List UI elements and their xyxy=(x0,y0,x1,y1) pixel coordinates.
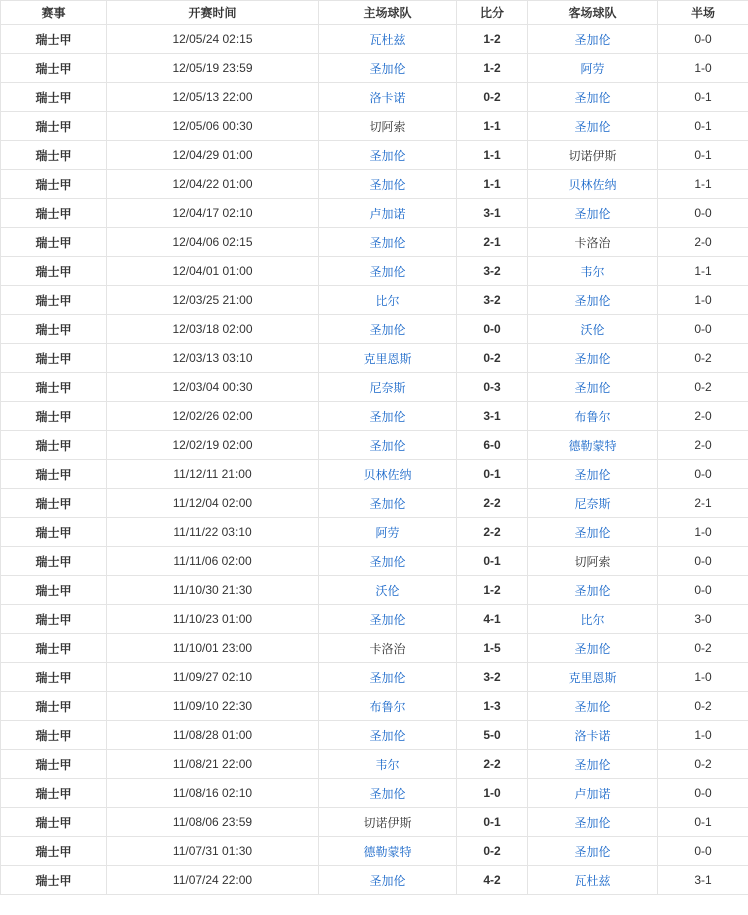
away-team-cell xyxy=(528,750,658,779)
table-row xyxy=(1,721,748,750)
half-time-score-cell: 1-0 xyxy=(658,663,748,692)
score-cell: 6-0 xyxy=(457,431,528,460)
home-team-link[interactable]: 韦尔 xyxy=(375,757,400,772)
home-team-cell xyxy=(319,866,457,895)
away-team-link[interactable]: 洛卡诺 xyxy=(574,728,611,743)
away-team-cell xyxy=(528,257,658,286)
kickoff-time-cell: 12/02/19 02:00 xyxy=(107,431,319,460)
kickoff-time-cell: 11/07/31 01:30 xyxy=(107,837,319,866)
score-cell: 1-5 xyxy=(457,634,528,663)
score-cell: 4-2 xyxy=(457,866,528,895)
home-team-link[interactable]: 圣加伦 xyxy=(369,438,406,453)
away-team-link[interactable]: 沃伦 xyxy=(580,322,605,337)
half-time-score-cell: 0-0 xyxy=(658,547,748,576)
home-team-link: 切诺伊斯 xyxy=(363,815,412,830)
home-team-cell xyxy=(319,170,457,199)
score-cell: 4-1 xyxy=(457,605,528,634)
header-row xyxy=(1,1,748,25)
away-team-link[interactable]: 比尔 xyxy=(580,612,605,627)
table-row xyxy=(1,750,748,779)
table-row xyxy=(1,315,748,344)
league-cell: 瑞士甲 xyxy=(1,750,107,779)
home-team-cell xyxy=(319,460,457,489)
home-team-link[interactable]: 沃伦 xyxy=(375,583,400,598)
half-time-score-cell: 0-2 xyxy=(658,634,748,663)
kickoff-time-cell: 12/05/24 02:15 xyxy=(107,25,319,54)
table-row xyxy=(1,286,748,315)
half-time-score-cell: 1-0 xyxy=(658,54,748,83)
score-cell: 0-1 xyxy=(457,460,528,489)
score-cell: 3-2 xyxy=(457,286,528,315)
score-cell: 0-2 xyxy=(457,83,528,112)
away-team-link[interactable]: 圣加伦 xyxy=(574,90,611,105)
league-cell: 瑞士甲 xyxy=(1,373,107,402)
away-team-link[interactable]: 圣加伦 xyxy=(574,525,611,540)
home-team-cell xyxy=(319,837,457,866)
kickoff-time-cell: 11/11/22 03:10 xyxy=(107,518,319,547)
away-team-link[interactable]: 布鲁尔 xyxy=(574,409,611,424)
away-team-link[interactable]: 圣加伦 xyxy=(574,815,611,830)
kickoff-time-cell: 11/08/21 22:00 xyxy=(107,750,319,779)
score-cell: 0-1 xyxy=(457,547,528,576)
home-team-cell xyxy=(319,808,457,837)
table-row xyxy=(1,54,748,83)
league-cell: 瑞士甲 xyxy=(1,286,107,315)
table-row xyxy=(1,808,748,837)
table-row xyxy=(1,257,748,286)
half-time-score-cell: 1-1 xyxy=(658,170,748,199)
home-team-cell xyxy=(319,112,457,141)
away-team-link[interactable]: 圣加伦 xyxy=(574,757,611,772)
away-team-link: 切阿索 xyxy=(574,554,611,569)
home-team-cell xyxy=(319,228,457,257)
column-header-league: 赛事 xyxy=(1,1,107,25)
table-row xyxy=(1,344,748,373)
away-team-cell xyxy=(528,663,658,692)
score-cell: 3-1 xyxy=(457,199,528,228)
column-header-score: 比分 xyxy=(457,1,528,25)
half-time-score-cell: 0-2 xyxy=(658,344,748,373)
home-team-link[interactable]: 圣加伦 xyxy=(369,554,406,569)
half-time-score-cell: 3-1 xyxy=(658,866,748,895)
table-row xyxy=(1,25,748,54)
away-team-link: 切诺伊斯 xyxy=(568,148,617,163)
score-cell: 1-2 xyxy=(457,25,528,54)
kickoff-time-cell: 12/04/22 01:00 xyxy=(107,170,319,199)
away-team-cell xyxy=(528,489,658,518)
away-team-cell xyxy=(528,866,658,895)
half-time-score-cell: 2-1 xyxy=(658,489,748,518)
away-team-link[interactable]: 圣加伦 xyxy=(574,467,611,482)
table-row xyxy=(1,663,748,692)
half-time-score-cell: 1-1 xyxy=(658,257,748,286)
home-team-cell xyxy=(319,750,457,779)
half-time-score-cell: 1-0 xyxy=(658,286,748,315)
kickoff-time-cell: 11/12/04 02:00 xyxy=(107,489,319,518)
away-team-link[interactable]: 圣加伦 xyxy=(574,206,611,221)
table-row xyxy=(1,692,748,721)
score-cell: 3-1 xyxy=(457,402,528,431)
kickoff-time-cell: 11/08/06 23:59 xyxy=(107,808,319,837)
table-row xyxy=(1,576,748,605)
kickoff-time-cell: 11/09/27 02:10 xyxy=(107,663,319,692)
away-team-link[interactable]: 圣加伦 xyxy=(574,293,611,308)
away-team-link[interactable]: 瓦杜兹 xyxy=(574,873,611,888)
table-row xyxy=(1,489,748,518)
score-cell: 3-2 xyxy=(457,257,528,286)
away-team-cell xyxy=(528,692,658,721)
away-team-cell xyxy=(528,344,658,373)
kickoff-time-cell: 12/02/26 02:00 xyxy=(107,402,319,431)
away-team-cell xyxy=(528,431,658,460)
home-team-cell xyxy=(319,25,457,54)
away-team-cell xyxy=(528,286,658,315)
league-cell: 瑞士甲 xyxy=(1,808,107,837)
column-header-kickoff-time: 开赛时间 xyxy=(107,1,319,25)
league-cell: 瑞士甲 xyxy=(1,721,107,750)
league-cell: 瑞士甲 xyxy=(1,431,107,460)
home-team-cell xyxy=(319,286,457,315)
league-cell: 瑞士甲 xyxy=(1,315,107,344)
kickoff-time-cell: 11/09/10 22:30 xyxy=(107,692,319,721)
home-team-link[interactable]: 比尔 xyxy=(375,293,400,308)
home-team-cell xyxy=(319,605,457,634)
score-cell: 0-1 xyxy=(457,808,528,837)
league-cell: 瑞士甲 xyxy=(1,112,107,141)
half-time-score-cell: 0-0 xyxy=(658,837,748,866)
table-row xyxy=(1,431,748,460)
score-cell: 0-2 xyxy=(457,344,528,373)
table-row xyxy=(1,141,748,170)
kickoff-time-cell: 11/08/16 02:10 xyxy=(107,779,319,808)
score-cell: 3-2 xyxy=(457,663,528,692)
away-team-link[interactable]: 圣加伦 xyxy=(574,32,611,47)
score-cell: 1-0 xyxy=(457,779,528,808)
away-team-cell xyxy=(528,112,658,141)
score-cell: 0-3 xyxy=(457,373,528,402)
half-time-score-cell: 1-0 xyxy=(658,518,748,547)
score-cell: 2-2 xyxy=(457,489,528,518)
score-cell: 1-2 xyxy=(457,576,528,605)
table-row xyxy=(1,373,748,402)
league-cell: 瑞士甲 xyxy=(1,866,107,895)
column-header-half-time: 半场 xyxy=(658,1,748,25)
score-cell: 2-2 xyxy=(457,750,528,779)
home-team-link: 卡洛治 xyxy=(369,641,406,656)
half-time-score-cell: 0-1 xyxy=(658,141,748,170)
kickoff-time-cell: 11/12/11 21:00 xyxy=(107,460,319,489)
score-cell: 1-1 xyxy=(457,170,528,199)
home-team-link[interactable]: 圣加伦 xyxy=(369,786,406,801)
score-cell: 0-0 xyxy=(457,315,528,344)
league-cell: 瑞士甲 xyxy=(1,692,107,721)
away-team-link[interactable]: 圣加伦 xyxy=(574,641,611,656)
league-cell: 瑞士甲 xyxy=(1,257,107,286)
away-team-link[interactable]: 圣加伦 xyxy=(574,699,611,714)
league-cell: 瑞士甲 xyxy=(1,634,107,663)
away-team-cell xyxy=(528,83,658,112)
half-time-score-cell: 0-1 xyxy=(658,112,748,141)
home-team-cell xyxy=(319,547,457,576)
table-row xyxy=(1,837,748,866)
home-team-link[interactable]: 阿劳 xyxy=(375,525,400,540)
kickoff-time-cell: 12/05/19 23:59 xyxy=(107,54,319,83)
away-team-cell xyxy=(528,228,658,257)
away-team-cell xyxy=(528,518,658,547)
home-team-link[interactable]: 圣加伦 xyxy=(369,496,406,511)
table-row xyxy=(1,460,748,489)
away-team-link[interactable]: 圣加伦 xyxy=(574,351,611,366)
table-row xyxy=(1,518,748,547)
table-row xyxy=(1,779,748,808)
away-team-link[interactable]: 圣加伦 xyxy=(574,380,611,395)
column-header-away-team: 客场球队 xyxy=(528,1,658,25)
league-cell: 瑞士甲 xyxy=(1,779,107,808)
score-cell: 1-2 xyxy=(457,54,528,83)
home-team-cell xyxy=(319,141,457,170)
home-team-cell xyxy=(319,199,457,228)
home-team-cell xyxy=(319,489,457,518)
home-team-link[interactable]: 洛卡诺 xyxy=(369,90,406,105)
home-team-cell xyxy=(319,315,457,344)
half-time-score-cell: 0-2 xyxy=(658,750,748,779)
home-team-cell xyxy=(319,344,457,373)
half-time-score-cell: 0-2 xyxy=(658,373,748,402)
away-team-cell xyxy=(528,170,658,199)
kickoff-time-cell: 11/10/30 21:30 xyxy=(107,576,319,605)
away-team-cell xyxy=(528,25,658,54)
away-team-cell xyxy=(528,141,658,170)
home-team-cell xyxy=(319,779,457,808)
away-team-link[interactable]: 圣加伦 xyxy=(574,583,611,598)
home-team-cell xyxy=(319,54,457,83)
table-row xyxy=(1,605,748,634)
away-team-link[interactable]: 贝林佐纳 xyxy=(568,177,617,192)
score-cell: 1-3 xyxy=(457,692,528,721)
home-team-cell xyxy=(319,576,457,605)
half-time-score-cell: 3-0 xyxy=(658,605,748,634)
home-team-link[interactable]: 布鲁尔 xyxy=(369,699,406,714)
league-cell: 瑞士甲 xyxy=(1,489,107,518)
home-team-cell xyxy=(319,373,457,402)
table-row xyxy=(1,170,748,199)
home-team-cell xyxy=(319,431,457,460)
table-row xyxy=(1,402,748,431)
league-cell: 瑞士甲 xyxy=(1,83,107,112)
home-team-link[interactable]: 圣加伦 xyxy=(369,235,406,250)
league-cell: 瑞士甲 xyxy=(1,344,107,373)
kickoff-time-cell: 12/03/13 03:10 xyxy=(107,344,319,373)
table-row xyxy=(1,228,748,257)
kickoff-time-cell: 12/04/01 01:00 xyxy=(107,257,319,286)
league-cell: 瑞士甲 xyxy=(1,228,107,257)
home-team-cell xyxy=(319,257,457,286)
kickoff-time-cell: 11/07/24 22:00 xyxy=(107,866,319,895)
home-team-link[interactable]: 贝林佐纳 xyxy=(363,467,412,482)
kickoff-time-cell: 12/05/06 00:30 xyxy=(107,112,319,141)
away-team-link[interactable]: 克里恩斯 xyxy=(568,670,617,685)
home-team-link[interactable]: 圣加伦 xyxy=(369,409,406,424)
column-header-home-team: 主场球队 xyxy=(319,1,457,25)
home-team-link[interactable]: 圣加伦 xyxy=(369,322,406,337)
half-time-score-cell: 0-2 xyxy=(658,692,748,721)
away-team-cell xyxy=(528,54,658,83)
table-row xyxy=(1,866,748,895)
half-time-score-cell: 0-1 xyxy=(658,83,748,112)
away-team-link: 卡洛治 xyxy=(574,235,611,250)
league-cell: 瑞士甲 xyxy=(1,199,107,228)
home-team-link[interactable]: 圣加伦 xyxy=(369,148,406,163)
half-time-score-cell: 1-0 xyxy=(658,721,748,750)
score-cell: 1-1 xyxy=(457,112,528,141)
kickoff-time-cell: 11/10/01 23:00 xyxy=(107,634,319,663)
half-time-score-cell: 0-0 xyxy=(658,779,748,808)
away-team-cell xyxy=(528,460,658,489)
home-team-link: 切阿索 xyxy=(369,119,406,134)
kickoff-time-cell: 12/03/18 02:00 xyxy=(107,315,319,344)
kickoff-time-cell: 12/05/13 22:00 xyxy=(107,83,319,112)
away-team-cell xyxy=(528,402,658,431)
league-cell: 瑞士甲 xyxy=(1,25,107,54)
kickoff-time-cell: 12/04/17 02:10 xyxy=(107,199,319,228)
score-cell: 0-2 xyxy=(457,837,528,866)
away-team-link[interactable]: 韦尔 xyxy=(580,264,605,279)
home-team-link[interactable]: 圣加伦 xyxy=(369,728,406,743)
home-team-link[interactable]: 圣加伦 xyxy=(369,873,406,888)
home-team-link[interactable]: 圣加伦 xyxy=(369,264,406,279)
half-time-score-cell: 0-1 xyxy=(658,808,748,837)
home-team-link[interactable]: 瓦杜兹 xyxy=(369,32,406,47)
table-row xyxy=(1,199,748,228)
score-cell: 2-2 xyxy=(457,518,528,547)
away-team-cell xyxy=(528,547,658,576)
away-team-cell xyxy=(528,721,658,750)
home-team-link[interactable]: 圣加伦 xyxy=(369,612,406,627)
kickoff-time-cell: 11/10/23 01:00 xyxy=(107,605,319,634)
table-row xyxy=(1,547,748,576)
away-team-cell xyxy=(528,315,658,344)
league-cell: 瑞士甲 xyxy=(1,547,107,576)
home-team-link[interactable]: 圣加伦 xyxy=(369,61,406,76)
table-row xyxy=(1,83,748,112)
half-time-score-cell: 0-0 xyxy=(658,199,748,228)
league-cell: 瑞士甲 xyxy=(1,663,107,692)
home-team-cell xyxy=(319,634,457,663)
score-cell: 5-0 xyxy=(457,721,528,750)
kickoff-time-cell: 11/11/06 02:00 xyxy=(107,547,319,576)
kickoff-time-cell: 12/04/29 01:00 xyxy=(107,141,319,170)
home-team-link[interactable]: 卢加诺 xyxy=(369,206,406,221)
kickoff-time-cell: 11/08/28 01:00 xyxy=(107,721,319,750)
table-row xyxy=(1,112,748,141)
home-team-cell xyxy=(319,721,457,750)
half-time-score-cell: 0-0 xyxy=(658,460,748,489)
away-team-link[interactable]: 圣加伦 xyxy=(574,119,611,134)
home-team-cell xyxy=(319,692,457,721)
away-team-link[interactable]: 德勒蒙特 xyxy=(568,438,617,453)
table-body xyxy=(1,25,748,895)
league-cell: 瑞士甲 xyxy=(1,518,107,547)
away-team-link[interactable]: 卢加诺 xyxy=(574,786,611,801)
half-time-score-cell: 2-0 xyxy=(658,431,748,460)
league-cell: 瑞士甲 xyxy=(1,460,107,489)
away-team-cell xyxy=(528,373,658,402)
kickoff-time-cell: 12/03/25 21:00 xyxy=(107,286,319,315)
away-team-link[interactable]: 阿劳 xyxy=(580,61,605,76)
half-time-score-cell: 0-0 xyxy=(658,25,748,54)
table-row xyxy=(1,634,748,663)
away-team-cell xyxy=(528,837,658,866)
score-cell: 1-1 xyxy=(457,141,528,170)
half-time-score-cell: 0-0 xyxy=(658,576,748,605)
home-team-link[interactable]: 圣加伦 xyxy=(369,177,406,192)
half-time-score-cell: 0-0 xyxy=(658,315,748,344)
away-team-cell xyxy=(528,779,658,808)
table-header xyxy=(1,1,748,25)
away-team-cell xyxy=(528,808,658,837)
home-team-link[interactable]: 圣加伦 xyxy=(369,670,406,685)
home-team-cell xyxy=(319,663,457,692)
score-cell: 2-1 xyxy=(457,228,528,257)
away-team-link[interactable]: 圣加伦 xyxy=(574,844,611,859)
home-team-cell xyxy=(319,83,457,112)
league-cell: 瑞士甲 xyxy=(1,605,107,634)
kickoff-time-cell: 12/04/06 02:15 xyxy=(107,228,319,257)
league-cell: 瑞士甲 xyxy=(1,402,107,431)
away-team-link[interactable]: 尼奈斯 xyxy=(574,496,611,511)
kickoff-time-cell: 12/03/04 00:30 xyxy=(107,373,319,402)
league-cell: 瑞士甲 xyxy=(1,141,107,170)
home-team-cell xyxy=(319,518,457,547)
home-team-link[interactable]: 克里恩斯 xyxy=(363,351,412,366)
away-team-cell xyxy=(528,634,658,663)
home-team-link[interactable]: 尼奈斯 xyxy=(369,380,406,395)
league-cell: 瑞士甲 xyxy=(1,837,107,866)
away-team-cell xyxy=(528,199,658,228)
away-team-cell xyxy=(528,576,658,605)
home-team-link[interactable]: 德勒蒙特 xyxy=(363,844,412,859)
half-time-score-cell: 2-0 xyxy=(658,228,748,257)
league-cell: 瑞士甲 xyxy=(1,54,107,83)
home-team-cell xyxy=(319,402,457,431)
league-cell: 瑞士甲 xyxy=(1,576,107,605)
league-cell: 瑞士甲 xyxy=(1,170,107,199)
half-time-score-cell: 2-0 xyxy=(658,402,748,431)
away-team-cell xyxy=(528,605,658,634)
